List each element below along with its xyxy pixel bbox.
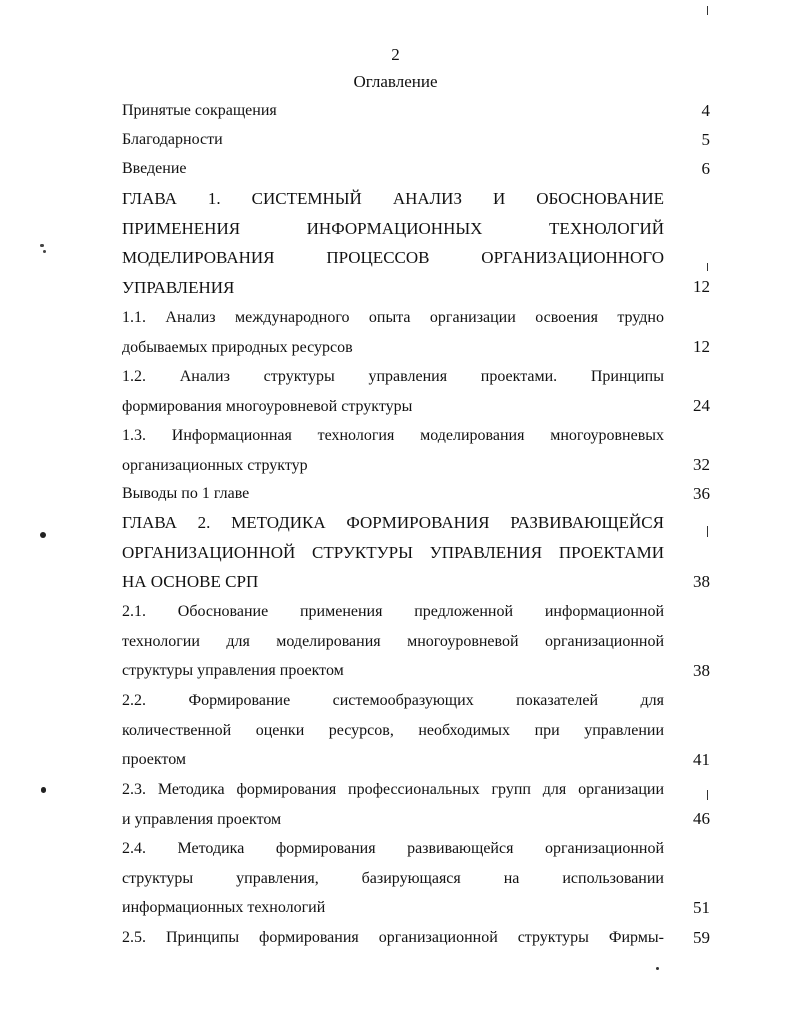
- toc-entry-line: структуры управления проектом: [122, 662, 344, 679]
- toc-entry-line: Благодарности: [122, 131, 223, 148]
- toc-entry-line: и управления проектом: [122, 810, 282, 828]
- toc-chapter: [122, 184, 664, 302]
- toc-entry-line: НА ОСНОВЕ СРП: [122, 572, 259, 591]
- toc-entry: [122, 125, 664, 155]
- scan-artifact: [656, 967, 659, 970]
- toc-page-number: 12: [693, 277, 710, 296]
- toc-entry: [122, 923, 664, 953]
- toc-page-number: 38: [693, 572, 710, 591]
- toc-entry: [122, 686, 664, 775]
- toc-page-number: 51: [693, 898, 710, 917]
- toc-entry-line: МОДЕЛИРОВАНИЯ ПРОЦЕССОВ ОРГАНИЗАЦИОННОГО: [122, 248, 664, 267]
- toc-entry: [122, 362, 664, 421]
- toc-entry-line: Принятые сокращения: [122, 102, 277, 119]
- toc-entry-line: добываемых природных ресурсов: [122, 338, 353, 356]
- toc-entry-line: формирования многоуровневой структуры: [122, 397, 413, 415]
- toc-page-number: 4: [701, 101, 710, 120]
- toc-entry-line: количественной оценки ресурсов, необходимых при управлении: [122, 721, 664, 739]
- toc-title: Оглавление: [353, 72, 438, 91]
- toc-entry-line: Введение: [122, 160, 187, 177]
- toc-page-number: 12: [693, 337, 710, 356]
- toc-entry: [122, 303, 664, 362]
- page-number: 2: [391, 45, 400, 64]
- scan-artifact: [40, 244, 44, 247]
- toc-entry: [122, 96, 664, 126]
- toc-entry-line: технологии для моделирования многоуровневой организационной: [122, 632, 664, 650]
- toc-entry-line: 2.1. Обоснование применения предложенной информационной: [122, 603, 664, 620]
- scan-artifact: [707, 526, 708, 537]
- toc-entry-line: структуры управления, базирующаяся на использовании: [122, 869, 664, 887]
- toc-chapter: [122, 508, 664, 597]
- toc-entry-line: 2.4. Методика формирования развивающейся организационной: [122, 840, 664, 857]
- toc-entry-line: 1.2. Анализ структуры управления проектами. Принципы: [122, 368, 664, 385]
- toc-entry: [122, 597, 664, 686]
- scan-artifact: [707, 6, 708, 15]
- toc-page-number: 24: [693, 396, 710, 415]
- toc-entry-line: ПРИМЕНЕНИЯ ИНФОРМАЦИОННЫХ ТЕХНОЛОГИЙ: [122, 218, 664, 238]
- toc-page-number: 36: [693, 484, 710, 503]
- toc-page-number: 41: [693, 750, 710, 769]
- toc-entry-line: информационных технологий: [122, 899, 326, 916]
- scan-artifact: [40, 532, 46, 538]
- toc-entry: [122, 834, 664, 923]
- toc-entry-line: УПРАВЛЕНИЯ: [122, 277, 235, 297]
- toc-entry-line: 2.2. Формирование системообразующих показателей для: [122, 692, 664, 709]
- toc-entry-line: 2.3. Методика формирования профессиональных групп для организации: [122, 781, 664, 798]
- scan-artifact: [41, 787, 46, 793]
- toc-page-number: 38: [693, 661, 710, 680]
- toc-entry-line: 1.3. Информационная технология моделирования многоуровневых: [122, 427, 664, 444]
- toc-entry-line: Выводы по 1 главе: [122, 485, 250, 502]
- toc-entry-line: ОРГАНИЗАЦИОННОЙ СТРУКТУРЫ УПРАВЛЕНИЯ ПРОЕКТАМИ: [122, 542, 664, 562]
- toc-page-number: 59: [693, 928, 710, 947]
- toc-entry: [122, 421, 664, 480]
- toc-entry: [122, 154, 664, 184]
- toc-page-number: 32: [693, 455, 710, 474]
- scan-artifact: [43, 250, 46, 253]
- toc-entry: [122, 775, 664, 834]
- toc-entry-line: ГЛАВА 2. МЕТОДИКА ФОРМИРОВАНИЯ РАЗВИВАЮЩЕЙСЯ: [122, 513, 664, 532]
- scan-artifact: [707, 790, 708, 800]
- toc-page-number: 6: [701, 159, 710, 178]
- scan-artifact: [707, 263, 708, 271]
- toc-page-number: 5: [701, 130, 710, 149]
- toc-entry-line: проектом: [122, 751, 187, 768]
- toc-page-number: 46: [693, 809, 710, 828]
- toc-entry-line: ГЛАВА 1. СИСТЕМНЫЙ АНАЛИЗ И ОБОСНОВАНИЕ: [122, 189, 664, 208]
- toc-entry: [122, 479, 664, 509]
- toc-entry-line: 2.5. Принципы формирования организационной структуры Фирмы-: [122, 929, 664, 946]
- toc-entry-line: 1.1. Анализ международного опыта организации освоения трудно: [122, 309, 664, 326]
- toc-entry-line: организационных структур: [122, 456, 308, 474]
